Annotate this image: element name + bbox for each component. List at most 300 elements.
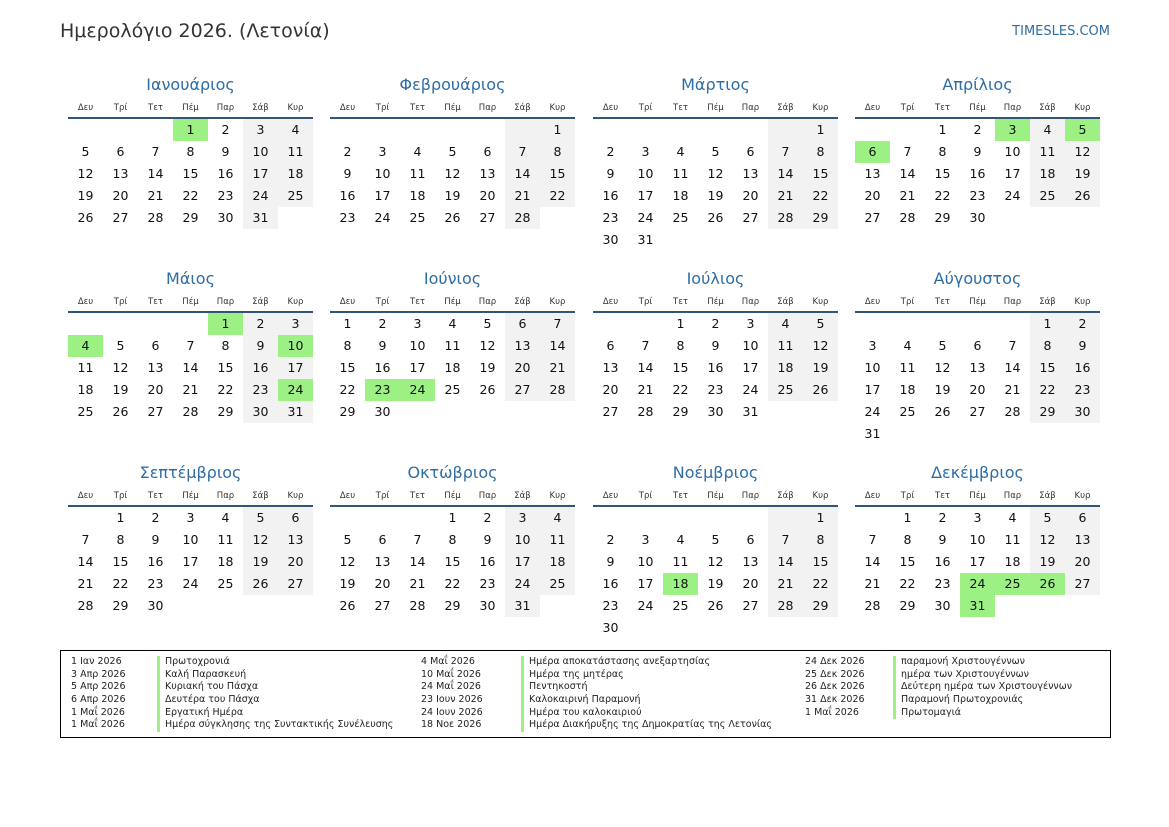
day-empty [628,313,663,335]
legend-item [71,656,230,669]
day-cell: 11 [409,166,426,181]
day-cell: 12 [339,554,356,569]
legend-column [71,656,394,732]
day-cell: 23 [339,210,356,225]
legend-holiday-name: Κυριακή του Πάσχα [157,681,258,694]
day-cell: 7 [768,529,803,551]
day-cell: 16 [602,188,619,203]
day-cell: 19 [77,188,94,203]
day-cell: 6 [973,338,982,353]
day-cell: 20 [864,188,881,203]
month-11 [593,461,838,639]
day-cell: 23 [934,576,951,591]
day-cell: 25 [1030,185,1065,207]
weekday-header [593,291,838,313]
legend-date: 10 Μαΐ 2026 [421,668,481,680]
day-cell: 14 [864,554,881,569]
day-cell: 18 [278,163,313,185]
day-cell: 21 [182,382,199,397]
day-cell: 5 [938,338,947,353]
day-cell: 28 [899,210,916,225]
month-7 [593,267,838,423]
day-cell: 20 [1065,551,1100,573]
day-grid [855,313,1100,445]
day-cell: 26 [112,404,129,419]
day-cell: 26 [707,210,724,225]
day-cell: 30 [243,401,278,423]
day-cell: 5 [243,507,278,529]
day-cell: 13 [147,360,164,375]
day-cell: 23 [1065,379,1100,401]
weekday-label: Τετ [935,103,950,113]
day-cell: 22 [803,185,838,207]
day-cell: 12 [934,360,951,375]
day-cell: 30 [969,210,986,225]
day-cell: 6 [483,144,492,159]
day-cell-holiday: 31 [960,595,995,617]
day-grid [855,507,1100,617]
day-cell: 17 [637,188,654,203]
day-cell: 7 [540,313,575,335]
day-cell: 20 [278,551,313,573]
day-cell: 14 [182,360,199,375]
day-cell: 13 [112,166,129,181]
weekday-header [68,485,313,507]
day-cell: 11 [540,529,575,551]
weekday-label: Δευ [864,297,881,307]
weekday-label: Σάβ [514,103,531,113]
weekday-header [330,291,575,313]
day-empty [855,313,890,335]
month-1 [68,73,313,229]
day-cell: 26 [243,573,278,595]
day-cell-holiday: 1 [173,119,208,141]
site-link[interactable]: TIMESLES.COM [1012,24,1110,39]
weekday-label: Σάβ [252,297,269,307]
day-cell: 18 [444,360,461,375]
day-cell: 19 [243,551,278,573]
day-cell: 12 [444,166,461,181]
legend-date: 1 Ιαν 2026 [71,656,122,667]
day-cell: 18 [217,554,234,569]
day-cell-holiday: 3 [995,119,1030,141]
day-empty [593,119,628,141]
day-cell: 9 [938,532,947,547]
day-cell-holiday: 25 [995,573,1030,595]
month-name: Φεβρουάριος [399,75,506,94]
day-cell: 17 [243,163,278,185]
day-cell: 27 [864,210,881,225]
legend-column [805,656,1073,719]
weekday-label: Πέμ [182,103,199,113]
legend-holiday-name: Καλή Παρασκευή [157,669,246,682]
legend-item [71,681,259,694]
day-cell: 21 [540,357,575,379]
weekday-label: Κυρ [549,491,566,501]
day-cell: 10 [637,554,654,569]
day-empty [890,313,925,335]
day-cell: 3 [505,507,540,529]
weekday-label: Τρί [113,103,128,113]
day-cell: 10 [409,338,426,353]
day-empty [400,119,435,141]
day-cell: 16 [243,357,278,379]
day-cell: 27 [602,404,619,419]
day-cell: 16 [479,554,496,569]
weekday-label: Δευ [77,297,94,307]
month-name: Σεπτέμβριος [139,463,242,482]
day-empty [925,313,960,335]
day-grid [855,119,1100,229]
day-cell-holiday: 4 [68,335,103,357]
day-cell: 26 [444,210,461,225]
day-cell: 18 [672,188,689,203]
month-8 [855,267,1100,445]
day-cell: 11 [1030,141,1065,163]
day-grid [68,313,313,423]
day-cell: 2 [711,316,720,331]
day-cell: 17 [1004,166,1021,181]
day-cell: 17 [374,188,391,203]
weekday-label: Κυρ [549,103,566,113]
legend-holiday-name: Πρωτομαγιά [893,707,961,720]
day-cell: 19 [479,360,496,375]
day-cell: 24 [742,382,759,397]
weekday-label: Κυρ [812,297,829,307]
day-cell: 31 [742,404,759,419]
day-cell: 31 [637,232,654,247]
day-cell: 14 [147,166,164,181]
legend-holiday-name: Εργατική Ημέρα [157,707,243,720]
day-cell: 27 [147,404,164,419]
day-cell: 14 [768,163,803,185]
day-cell: 21 [147,188,164,203]
day-cell: 3 [186,510,195,525]
weekday-label: Σάβ [252,103,269,113]
weekday-header [68,291,313,313]
weekday-label: Τρί [638,491,653,501]
day-grid [330,507,575,617]
day-cell: 27 [969,404,986,419]
day-cell: 5 [1030,507,1065,529]
day-cell: 6 [606,338,615,353]
day-cell: 28 [768,207,803,229]
weekday-label: Παρ [478,491,497,501]
day-cell: 19 [1065,163,1100,185]
day-cell: 5 [81,144,90,159]
day-cell-holiday: 1 [208,313,243,335]
weekday-label: Δευ [864,103,881,113]
day-cell-holiday: 6 [855,141,890,163]
day-empty [768,119,803,141]
day-cell: 5 [711,144,720,159]
day-cell: 26 [339,598,356,613]
day-cell: 31 [505,595,540,617]
day-cell: 17 [864,382,881,397]
day-cell: 26 [77,210,94,225]
day-cell: 14 [409,554,426,569]
day-cell: 3 [641,532,650,547]
day-cell: 22 [217,382,234,397]
day-cell: 21 [768,573,803,595]
day-cell: 30 [602,232,619,247]
day-empty [855,507,890,529]
weekday-label: Δευ [864,491,881,501]
month-name: Οκτώβριος [407,463,498,482]
weekday-label: Πέμ [182,297,199,307]
day-empty [400,507,435,529]
weekday-label: Πέμ [182,491,199,501]
day-cell: 21 [77,576,94,591]
day-cell: 26 [479,382,496,397]
day-cell: 16 [217,166,234,181]
day-cell: 7 [868,532,877,547]
day-cell: 4 [448,316,457,331]
day-cell: 24 [637,210,654,225]
weekday-label: Πέμ [707,297,724,307]
weekday-label: Τρί [113,297,128,307]
day-cell: 3 [413,316,422,331]
day-empty [365,119,400,141]
day-cell: 9 [606,554,615,569]
day-cell: 19 [444,188,461,203]
day-cell: 19 [803,357,838,379]
day-cell: 12 [479,338,496,353]
day-cell: 9 [151,532,160,547]
day-cell: 1 [116,510,125,525]
day-cell: 28 [768,595,803,617]
legend-holiday-name: Ημέρα του καλοκαιριού [521,707,642,720]
day-cell: 4 [1030,119,1065,141]
legend-holiday-name: Ημέρα Διακήρυξης της Δημοκρατίας της Λετονίας [521,719,772,732]
day-cell: 21 [1004,382,1021,397]
month-12 [855,461,1100,617]
day-cell: 11 [672,554,689,569]
month-name: Νοέμβριος [672,463,759,482]
day-cell-holiday: 24 [960,573,995,595]
day-cell: 15 [899,554,916,569]
day-cell: 29 [444,598,461,613]
weekday-label: Τετ [410,491,425,501]
day-cell: 7 [413,532,422,547]
day-cell: 23 [707,382,724,397]
day-cell: 20 [742,188,759,203]
day-cell: 30 [217,210,234,225]
day-cell: 22 [1030,379,1065,401]
day-cell: 24 [864,404,881,419]
day-cell: 3 [378,144,387,159]
weekday-label: Σάβ [514,491,531,501]
weekday-label: Δευ [339,103,356,113]
day-cell: 21 [505,185,540,207]
day-cell: 16 [374,360,391,375]
day-cell: 12 [77,166,94,181]
day-cell: 18 [899,382,916,397]
day-cell: 9 [483,532,492,547]
day-cell: 15 [1030,357,1065,379]
day-cell: 14 [77,554,94,569]
day-cell: 31 [278,401,313,423]
day-cell: 14 [637,360,654,375]
legend-holiday-name: παραμονή Χριστουγέννων [893,656,1025,669]
day-empty [435,119,470,141]
day-grid [68,507,313,617]
day-cell: 13 [864,166,881,181]
weekday-label: Κυρ [287,297,304,307]
day-cell: 29 [803,207,838,229]
weekday-label: Παρ [216,297,235,307]
day-cell: 3 [641,144,650,159]
legend-item [805,668,1029,682]
weekday-label: Κυρ [549,297,566,307]
day-cell: 4 [540,507,575,529]
day-cell: 3 [868,338,877,353]
day-empty [330,507,365,529]
day-cell: 22 [672,382,689,397]
day-cell: 9 [1065,335,1100,357]
day-cell: 10 [182,532,199,547]
legend-holiday-name: ημέρα των Χριστουγέννων [893,669,1029,682]
day-cell: 8 [938,144,947,159]
legend-holiday-name: Καλοκαιρινή Παραμονή [521,694,640,707]
month-name: Αύγουστος [933,269,1022,288]
day-empty [103,119,138,141]
weekday-label: Κυρ [812,103,829,113]
weekday-label: Παρ [741,103,760,113]
legend-item [421,719,772,732]
day-cell: 3 [278,313,313,335]
day-cell: 22 [899,576,916,591]
weekday-label: Σάβ [1039,297,1056,307]
weekday-label: Τρί [375,297,390,307]
day-cell: 25 [217,576,234,591]
day-cell: 2 [606,532,615,547]
day-cell: 2 [243,313,278,335]
day-cell: 30 [479,598,496,613]
day-cell: 2 [1065,313,1100,335]
day-cell: 30 [602,620,619,635]
day-cell: 4 [1008,510,1017,525]
day-cell: 28 [182,404,199,419]
legend-item [71,694,260,707]
day-cell: 5 [711,532,720,547]
day-cell: 29 [899,598,916,613]
day-cell: 4 [903,338,912,353]
day-empty [470,119,505,141]
weekday-label: Τετ [673,491,688,501]
day-empty [768,507,803,529]
day-cell: 27 [1065,573,1100,595]
day-empty [173,313,208,335]
day-cell: 6 [746,144,755,159]
weekday-label: Πέμ [444,491,461,501]
weekday-label: Τρί [900,297,915,307]
day-cell: 23 [147,576,164,591]
day-cell-holiday: 23 [365,379,400,401]
day-cell: 26 [707,598,724,613]
legend-holiday-name: Παραμονή Πρωτοχρονιάς [893,694,1023,707]
day-cell: 12 [1065,141,1100,163]
weekday-header [68,97,313,119]
legend-item [421,681,588,694]
day-cell: 12 [707,166,724,181]
day-empty [593,507,628,529]
weekday-header [330,485,575,507]
day-cell: 16 [1065,357,1100,379]
day-cell: 4 [221,510,230,525]
day-cell: 9 [973,144,982,159]
day-cell: 29 [217,404,234,419]
day-empty [365,507,400,529]
day-cell: 12 [112,360,129,375]
day-cell: 29 [672,404,689,419]
day-cell: 23 [602,598,619,613]
day-cell: 25 [77,404,94,419]
legend-date: 4 Μαΐ 2026 [421,656,475,667]
day-cell: 1 [903,510,912,525]
day-cell: 11 [77,360,94,375]
month-name: Απρίλιος [942,75,1013,94]
day-cell-holiday: 10 [278,335,313,357]
day-cell: 20 [742,576,759,591]
day-cell: 8 [676,338,685,353]
day-cell: 15 [112,554,129,569]
legend-column [421,656,772,732]
weekday-label: Σάβ [777,297,794,307]
day-cell: 5 [803,313,838,335]
weekday-label: Πέμ [444,297,461,307]
month-3 [593,73,838,251]
weekday-label: Τετ [410,297,425,307]
month-name: Ιούλιος [686,269,745,288]
day-cell: 6 [378,532,387,547]
legend-date: 1 Μαΐ 2026 [71,719,125,731]
legend-date: 26 Δεκ 2026 [805,681,865,693]
day-cell: 13 [742,554,759,569]
weekday-header [593,97,838,119]
day-cell: 20 [147,382,164,397]
day-cell: 19 [707,188,724,203]
day-cell: 15 [217,360,234,375]
day-cell: 19 [707,576,724,591]
day-cell: 7 [151,144,160,159]
day-empty [505,119,540,141]
day-cell: 29 [934,210,951,225]
day-cell: 28 [1004,404,1021,419]
day-cell: 27 [742,210,759,225]
day-cell: 11 [217,532,234,547]
day-cell: 29 [182,210,199,225]
weekday-label: Τετ [148,491,163,501]
day-cell: 31 [243,207,278,229]
day-cell: 12 [1030,529,1065,551]
day-cell-holiday: 5 [1065,119,1100,141]
day-cell: 16 [147,554,164,569]
weekday-label: Πέμ [969,491,986,501]
day-cell: 28 [864,598,881,613]
legend-date: 1 Μαΐ 2026 [805,706,859,718]
weekday-label: Πέμ [707,103,724,113]
day-cell: 24 [374,210,391,225]
day-cell: 20 [112,188,129,203]
month-name: Ιούνιος [423,269,482,288]
day-cell: 28 [147,210,164,225]
day-cell: 11 [1004,532,1021,547]
day-cell: 21 [864,576,881,591]
day-cell: 20 [969,382,986,397]
day-cell: 14 [540,335,575,357]
legend-item [805,706,962,720]
